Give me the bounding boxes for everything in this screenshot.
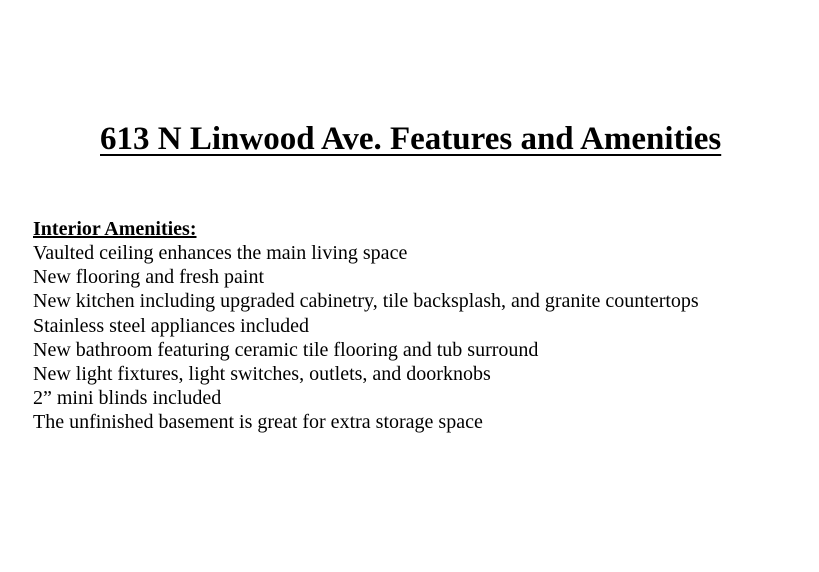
interior-amenities-section	[33, 217, 803, 435]
list-item: Stainless steel appliances included	[33, 314, 310, 337]
list-item: New flooring and fresh paint	[33, 266, 265, 289]
section-heading: Interior Amenities:	[33, 218, 197, 240]
list-item: 2” mini blinds included	[33, 387, 222, 410]
list-item: The unfinished basement is great for extra storage space	[33, 411, 483, 434]
list-item: New light fixtures, light switches, outlets, and doorknobs	[33, 363, 491, 386]
page-title: 613 N Linwood Ave. Features and Amenities	[100, 121, 722, 157]
list-item: Vaulted ceiling enhances the main living space	[33, 242, 408, 264]
amenity-list	[33, 241, 803, 435]
list-item: New kitchen including upgraded cabinetry, tile backsplash, and granite countertops	[33, 290, 699, 313]
list-item: New bathroom featuring ceramic tile flooring and tub surround	[33, 338, 539, 361]
